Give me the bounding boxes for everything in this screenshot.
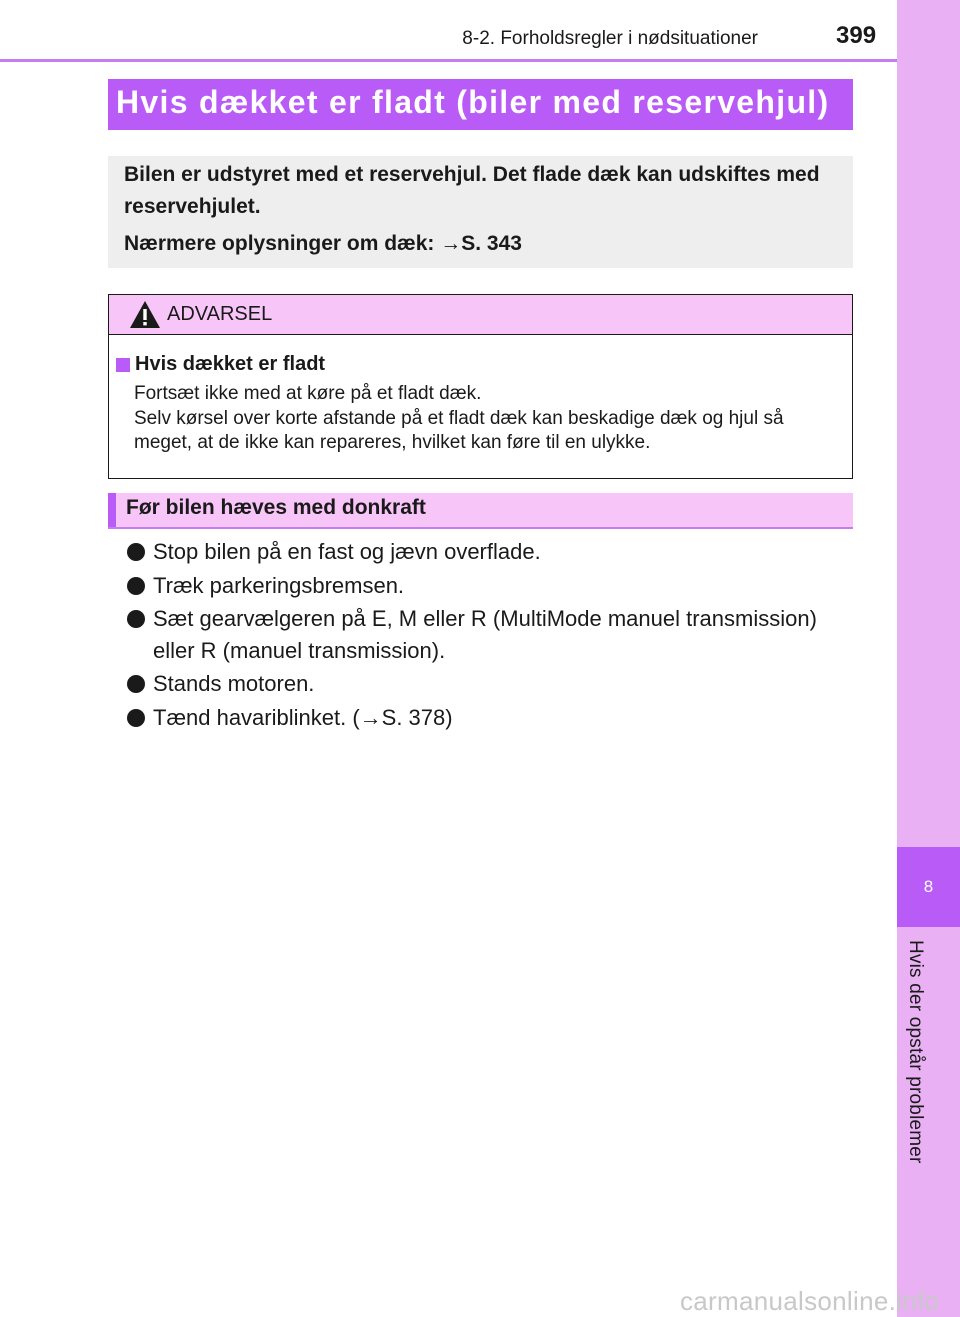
section-subheading	[108, 493, 853, 529]
list-item-text: Træk parkeringsbremsen.	[153, 572, 405, 598]
warning-text-line: Fortsæt ikke med at køre på et fladt dæk.	[134, 383, 482, 404]
warning-text	[134, 382, 846, 456]
bullet-dot-icon	[127, 610, 145, 628]
warning-label: ADVARSEL	[167, 303, 273, 325]
list-item	[124, 570, 854, 602]
header-divider	[0, 59, 897, 62]
warning-subheading-text: Hvis dækket er fladt	[135, 353, 326, 375]
bullet-dot-icon	[127, 675, 145, 693]
list-item-text: Stands motoren.	[153, 671, 315, 696]
square-bullet-icon	[116, 358, 130, 372]
warning-header	[109, 295, 852, 335]
intro-box	[108, 156, 853, 268]
list-item	[124, 603, 854, 666]
bullet-dot-icon	[127, 577, 145, 595]
subheading-accent-bar	[108, 493, 116, 527]
page-title: Hvis dækket er fladt (biler med reservehjul)	[116, 84, 830, 120]
bullet-dot-icon	[127, 709, 145, 727]
warning-box	[108, 294, 853, 479]
side-tab-chapter-number[interactable]: 8	[897, 847, 960, 927]
list-item	[124, 536, 854, 568]
instruction-list	[124, 536, 854, 735]
warning-text-line: Selv kørsel over korte afstande på et fladt dæk kan beskadige dæk og hjul så meget, at de ikke kan repareres, hvilket kan føre til en ulykke.	[134, 407, 784, 453]
list-item	[124, 668, 854, 700]
side-tab-chapter-title: Hvis der opstår problemer	[905, 940, 926, 1164]
watermark: carmanualsonline.info	[680, 1286, 940, 1316]
intro-text-line1: Bilen er udstyret med et reservehjul. Det flade dæk kan udskiftes med reservehjulet.	[124, 163, 820, 218]
list-item-text: Sæt gearvælgeren på E, M eller R (MultiMode manuel transmission) eller R (manuel transmission).	[153, 606, 817, 663]
list-item-text: Tænd havariblinket. (→S. 378)	[153, 704, 453, 730]
page-number: 399	[836, 22, 877, 49]
list-item	[124, 702, 854, 734]
warning-triangle-icon	[129, 300, 161, 329]
list-item-text: Stop bilen på en fast og jævn overflade.	[153, 539, 541, 564]
intro-text-line2: Nærmere oplysninger om dæk: →S. 343	[124, 232, 522, 255]
header-section-title: 8-2. Forholdsregler i nødsituationer	[462, 28, 758, 49]
section-subheading-text: Før bilen hæves med donkraft	[126, 496, 426, 519]
page-title-banner	[108, 79, 853, 130]
warning-subheading	[116, 353, 325, 376]
bullet-dot-icon	[127, 543, 145, 561]
